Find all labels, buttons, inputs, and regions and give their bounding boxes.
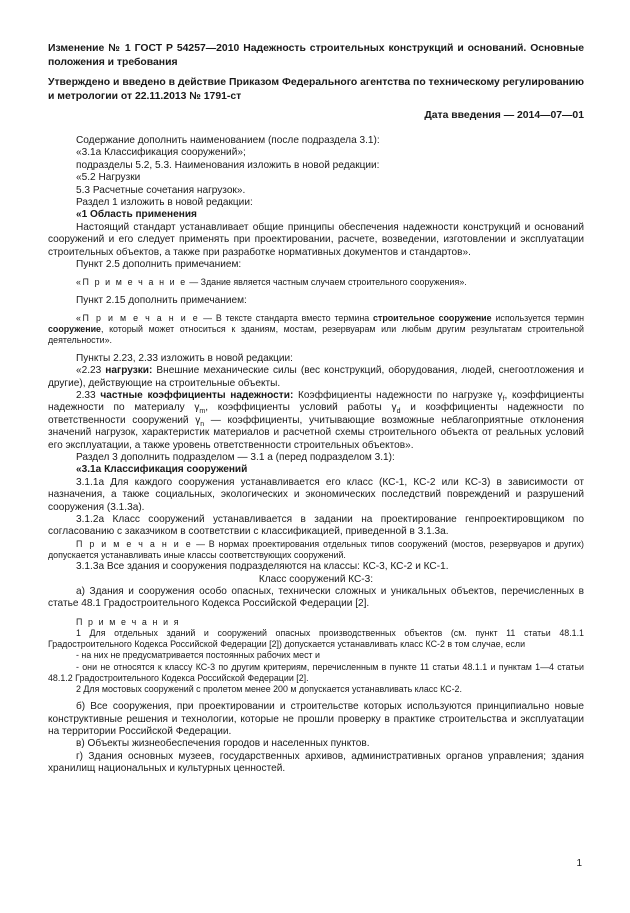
term: строительное сооружение	[373, 313, 492, 324]
page-number: 1	[576, 858, 582, 869]
paragraph: б) Все сооружения, при проектировании и строительстве которых используются принципиально новые конструктивные решения и технологии, которые не прошли проверку в практике строительства и эксплуатации на территории Российской Федерации.	[48, 701, 584, 738]
note-item: - они не относятся к классу КС-3 по другим критериям, перечисленным в пункте 11 статьи 48.1.1 и пунктам 1—4 статьи 48.1.2 Градостроительного Кодекса Российской Федерации [2].	[48, 661, 584, 683]
note-item: - на них не предусматривается постоянных рабочих мест и	[76, 650, 321, 661]
term: сооружение	[48, 324, 101, 335]
paragraph: Пункт 2.5 дополнить примечанием:	[76, 259, 242, 271]
term: частные коэффициенты надежности:	[100, 389, 294, 401]
paragraph: Раздел 1 изложить в новой редакции:	[76, 197, 253, 209]
section-heading: «3.1а Классификация сооружений	[76, 464, 248, 476]
paragraph: 2.33 частные коэффициенты надежности: Коэффициенты надежности по нагрузке $\gamma_f$, коэффициенты надежности по материалу $\gamma_m$, коэффициенты условий работы $\gamma_d$ и коэффициенты надежности по ответственности сооружений $\gamma_n$ — коэффициенты, учитывающие возможные неблагоприятные отклонения значений нагрузок, характеристик материалов и расчетной схемы строительного объекта от реальных условий его эксплуатации, а также уровень ответственности строительных объектов».	[48, 389, 585, 451]
class-heading: Класс сооружений КС-3:	[258, 573, 374, 585]
paragraph: «3.1а Классификация сооружений»;	[76, 147, 246, 159]
paragraph: 3.1.3а Все здания и сооружения подразделяются на классы: КС-3, КС-2 и КС-1.	[76, 561, 449, 573]
document-page	[48, 42, 584, 776]
effective-date: Дата введения — 2014—07—01	[424, 110, 584, 121]
note-label: «П р и м е ч а н и е	[76, 277, 187, 288]
amendment-title: Изменение № 1 ГОСТ Р 54257—2010 Надежность строительных конструкций и оснований. Основные положения и требования	[48, 43, 584, 68]
paragraph: Содержание дополнить наименованием (после подраздела 3.1):	[76, 135, 380, 146]
notes-label: П р и м е ч а н и я	[76, 616, 181, 627]
paragraph: Раздел 3 дополнить подразделом — 3.1 а (перед подразделом 3.1):	[76, 451, 395, 463]
paragraph: 3.1.2а Класс сооружений устанавливается в задании на проектирование генпроектировщиком по согласованию с заказчиком в соответствии с классификацией, приведенной в 3.1.3а.	[48, 513, 584, 538]
note-label: П р и м е ч а н и е	[76, 538, 193, 549]
note-label: «П р и м е ч а н и е	[76, 313, 200, 324]
paragraph: а) Здания и сооружения особо опасных, технически сложных и уникальных объектов, перечисленных в статье 48.1 Градостроительного Кодекса Российской Федерации [2].	[48, 586, 584, 610]
paragraph: Пункт 2.15 дополнить примечанием:	[76, 294, 247, 306]
paragraph: «2.23 нагрузки: Внешние механические силы (вес конструкций, оборудования, людей, снегоотложения и другие), действующие на строительные объекты.	[48, 365, 584, 389]
paragraph: г) Здания основных музеев, государственных архивов, административных органов управления; здания хранилищ национальных и культурных ценностей.	[48, 750, 584, 775]
note: «П р и м е ч а н и е — В тексте стандарта вместо термина строительное сооружение используется термин сооружение, который может относиться к зданиям, мостам, резервуарам или любым другим результатам строительной деятельности».	[48, 313, 584, 346]
note: «П р и м е ч а н и е — Здание является частным случаем строительного сооружения».	[76, 277, 467, 288]
paragraph: Настоящий стандарт устанавливает общие принципы обеспечения надежности конструкций и оснований сооружений и его следует применять при проектировании, расчете, возведении, изготовлении и эксплуатации строительных объектов, а также при разработке нормативных документов и стандартов».	[48, 221, 584, 258]
term: нагрузки:	[105, 365, 153, 377]
note-item: 2 Для мостовых сооружений с пролетом менее 200 м допускается устанавливать класс КС-2.	[76, 684, 462, 695]
approval-statement: Утверждено и введено в действие Приказом Федерального агентства по техническому регулированию и метрологии от 22.11.2013 № 1791-ст	[48, 77, 585, 102]
note: П р и м е ч а н и е — В нормах проектирования отдельных типов сооружений (мостов, резервуаров и других) допускается устанавливать иные классы соответствующих сооружений.	[48, 538, 585, 560]
section-heading: «1 Область применения	[76, 209, 197, 221]
paragraph: 3.1.1а Для каждого сооружения устанавливается его класс (КС-1, КС-2 или КС-3) в зависимости от назначения, а также социальных, экологических и экономических последствий повреждений и разрушений сооружения (3.1.3а).	[48, 476, 584, 513]
paragraph: Пункты 2.23, 2.33 изложить в новой редакции:	[76, 352, 293, 364]
note-item: 1 Для отдельных зданий и сооружений опасных производственных объектов (см. пункт 11 статьи 48.1.1 Градостроительного Кодекса Российской Федерации [2]) допускается устанавливать класс КС-2 в том случае, если	[48, 628, 584, 650]
paragraph: в) Объекты жизнеобеспечения городов и населенных пунктов.	[76, 738, 370, 750]
paragraph: 5.3 Расчетные сочетания нагрузок».	[76, 184, 246, 196]
paragraph: подразделы 5.2, 5.3. Наименования изложить в новой редакции:	[76, 159, 380, 171]
paragraph: «5.2 Нагрузки	[76, 172, 141, 184]
